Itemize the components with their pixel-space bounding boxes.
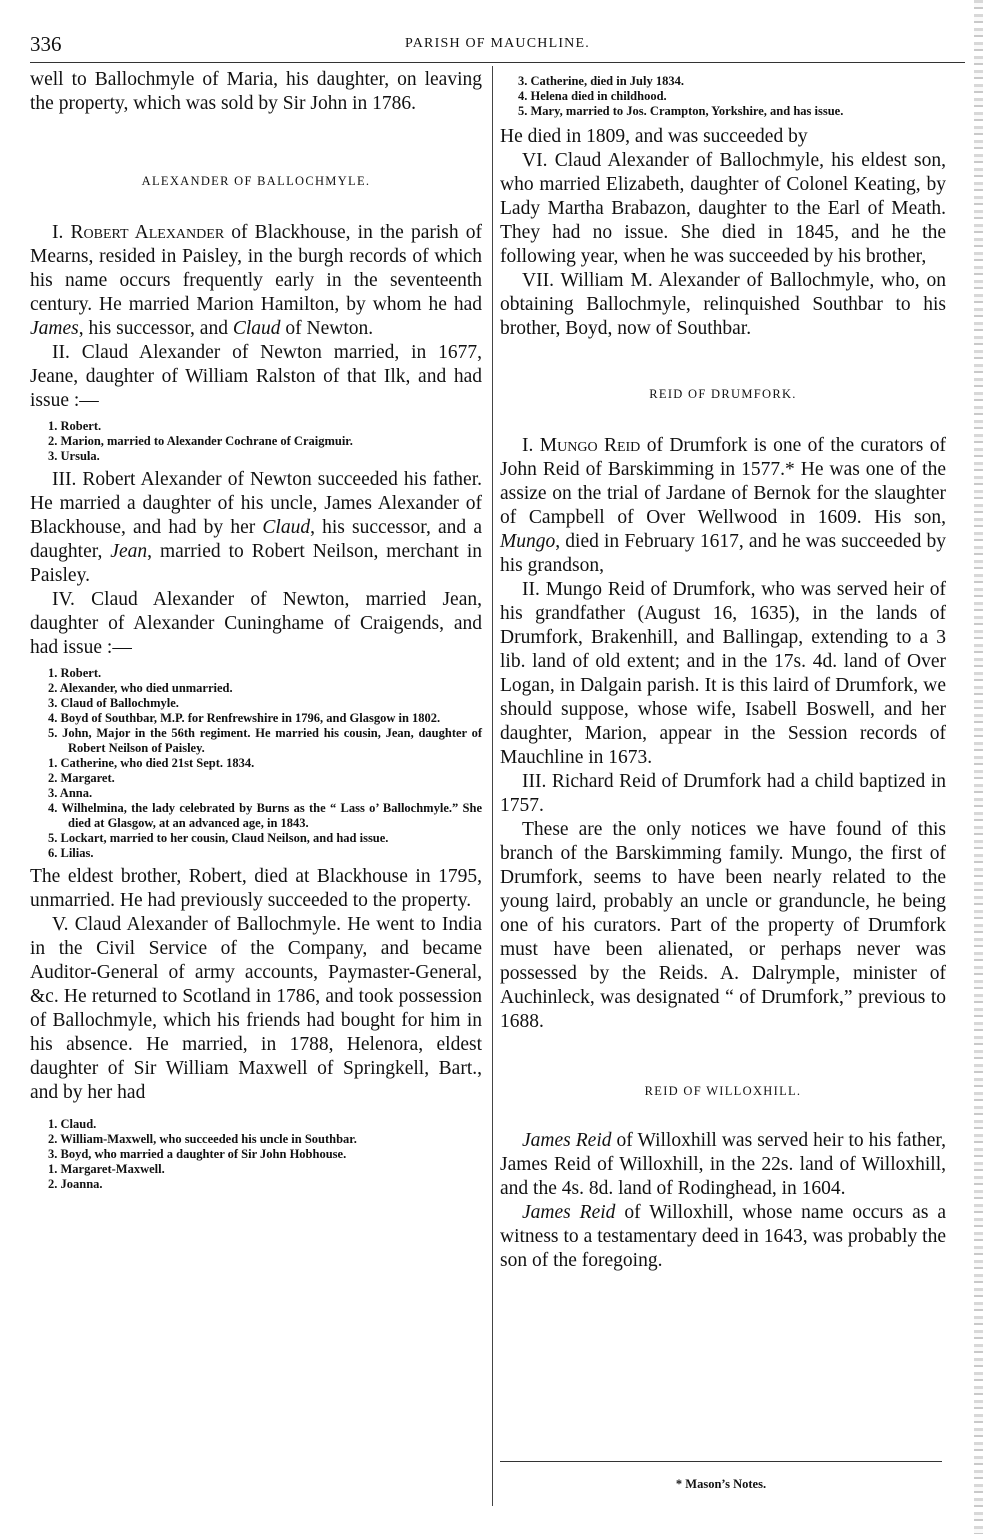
spacer bbox=[30, 116, 482, 174]
paragraph-died-1809: He died in 1809, and was succeeded by bbox=[500, 126, 808, 147]
text: of Blackhouse, in the parish of Mearns, resided in Paisley, in the burgh records of which his name occurs frequently early in the seventeenth century. He married Marion Hamilton, by whom he had bbox=[30, 222, 482, 315]
section-heading-willoxhill: REID OF WILLOXHILL. bbox=[644, 1084, 802, 1098]
issue-list-2 bbox=[30, 666, 482, 861]
paragraph-eldest-brother: The eldest brother, Robert, died at Blackhouse in 1795, unmarried. He had previously succeeded to the property. bbox=[30, 866, 482, 911]
list-item: 6. Lilias. bbox=[48, 846, 94, 860]
issue-list-1 bbox=[30, 419, 482, 464]
list-item: 5. Mary, married to Jos. Crampton, Yorkshire, and has issue. bbox=[518, 104, 844, 118]
italic-name: Jean bbox=[110, 541, 148, 562]
paragraph-notices: These are the only notices we have found of this branch of the Barskimming family. Mungo, the first of Drumfork, seems to have been nearly related to the young laird, probably an uncle or granduncle, he being one of his curators. Part of the property of Drumfork must have been alienated, or perhaps never was possessed by the Reids. A. Dalrymple, minister of Auchinleck, was designated “ of Drumfork,” previous to 1688. bbox=[500, 819, 946, 1032]
list-item: 1. Robert. bbox=[48, 666, 102, 680]
text: III. Robert Alexander of Newton succeeded his father. He married a daughter of his uncle, James Alexander of Blackhouse, and had by her bbox=[30, 469, 482, 538]
list-item: 1. Claud. bbox=[48, 1117, 97, 1131]
left-column bbox=[30, 68, 482, 1192]
running-head: PARISH OF MAUCHLINE. bbox=[405, 36, 590, 51]
list-item: 2. Joanna. bbox=[48, 1177, 103, 1191]
right-column bbox=[500, 68, 946, 1273]
text: of Drumfork is one of the curators of John Reid of Barskimming in 1577.* He was one of the assize on the trial of Jardane of Bernok for the slaughter of Campbell of Over Wellwood in 1609. His son, bbox=[500, 435, 946, 528]
paragraph-continuation: well to Ballochmyle of Maria, his daughter, on leaving the property, which was sold by Sir John in 1786. bbox=[30, 69, 482, 114]
section-heading-drumfork: REID OF DRUMFORK. bbox=[649, 387, 797, 401]
numeral: I. bbox=[522, 435, 534, 456]
list-item: 1. Margaret-Maxwell. bbox=[48, 1162, 165, 1176]
list-item: 2. William-Maxwell, who succeeded his uncle in Southbar. bbox=[48, 1132, 357, 1146]
paragraph-james-reid-1604 bbox=[500, 1129, 946, 1201]
paragraph-mungo-ii: II. Mungo Reid of Drumfork, who was served heir of his grandfather (August 16, 1635), in the lands of Drumfork, Brakenhill, and Ballingap, extending to a 3 lib. land of old extent; and in the 17s. 4d. land of Over Logan, in Dalgain parish. It is this laird of Drumfork, we should suppose, whose wife, Isabell Boswell, and her daughter, Marion, appear in the Session records of Mauchline in 1673. bbox=[500, 579, 946, 768]
list-item: 3. Claud of Ballochmyle. bbox=[48, 696, 179, 710]
paragraph-william-vii: VII. William M. Alexander of Ballochmyle, who, on obtaining Ballochmyle, relinquished Southbar to his brother, Boyd, now of Southbar. bbox=[500, 270, 946, 339]
list-item: 2. Marion, married to Alexander Cochrane of Craigmuir. bbox=[48, 434, 353, 448]
list-item: 3. Catherine, died in July 1834. bbox=[518, 74, 684, 88]
numeral: I. bbox=[52, 222, 64, 243]
list-item: 1. Catherine, who died 21st Sept. 1834. bbox=[48, 756, 255, 770]
column-divider bbox=[492, 66, 493, 1506]
list-item: 1. Robert. bbox=[48, 419, 102, 433]
list-item: 4. Helena died in childhood. bbox=[518, 89, 667, 103]
list-item: 3. Ursula. bbox=[48, 449, 100, 463]
scan-edge bbox=[974, 0, 983, 1534]
italic-name: James Reid bbox=[522, 1202, 616, 1223]
footnote-rule bbox=[500, 1461, 942, 1462]
list-item: 5. Lockart, married to her cousin, Claud Neilson, and had issue. bbox=[48, 831, 389, 845]
paragraph-claud-vi: VI. Claud Alexander of Ballochmyle, his eldest son, who married Elizabeth, daughter of Colonel Keating, by Lady Martha Brabazon, daughter to the Earl of Meath. They had no issue. She died in 1845, and he the following year, when he was succeeded by his brother, bbox=[500, 150, 946, 267]
issue-list-4 bbox=[500, 74, 946, 119]
list-item: 2. Alexander, who died unmarried. bbox=[48, 681, 233, 695]
italic-name: James Reid bbox=[522, 1130, 612, 1151]
list-item: 4. Boyd of Southbar, M.P. for Renfrewshire in 1796, and Glasgow in 1802. bbox=[48, 711, 441, 725]
header-rule bbox=[30, 62, 965, 63]
text: , his successor, and bbox=[78, 318, 233, 339]
paragraph-mungo-reid bbox=[500, 434, 946, 578]
text: of Willoxhill was served heir to his father, James Reid of Willoxhill, in the 22s. land of Willoxhill, and the 4s. 8d. land of Rodinghead, in 1604. bbox=[500, 1130, 946, 1199]
paragraph-claud-1677: II. Claud Alexander of Newton married, in 1677, Jeane, daughter of William Ralston of that Ilk, and had issue :— bbox=[30, 342, 482, 411]
paragraph-robert-alexander bbox=[30, 221, 482, 341]
list-item: 5. John, Major in the 56th regiment. He married his cousin, Jean, daughter of Robert Neilson of Paisley. bbox=[48, 726, 482, 755]
paragraph-james-reid-1643 bbox=[500, 1201, 946, 1273]
paragraph-richard-iii: III. Richard Reid of Drumfork had a child baptized in 1757. bbox=[500, 771, 946, 816]
list-item: 3. Anna. bbox=[48, 786, 93, 800]
person-name: Mungo Reid bbox=[539, 435, 641, 456]
paragraph-robert-newton bbox=[30, 468, 482, 588]
text: , died in February 1617, and he was succeeded by his grandson, bbox=[500, 531, 946, 576]
list-item: 4. Wilhelmina, the lady celebrated by Burns as the “ Lass o’ Ballochmyle.” She died at Glasgow, at an advanced age, in 1843. bbox=[48, 801, 482, 830]
italic-name: Mungo bbox=[500, 531, 556, 552]
list-item: 3. Boyd, who married a daughter of Sir John Hobhouse. bbox=[48, 1147, 347, 1161]
page-header bbox=[30, 32, 965, 58]
text: , his successor, and a daughter, bbox=[30, 517, 482, 562]
issue-list-3 bbox=[30, 1117, 482, 1192]
text: of Newton. bbox=[280, 318, 374, 339]
text: , married to Robert Neilson, merchant in Paisley. bbox=[30, 541, 482, 586]
page-number: 336 bbox=[30, 32, 62, 56]
person-name: Robert Alexander bbox=[70, 222, 225, 243]
footnote: * Mason’s Notes. bbox=[675, 1477, 767, 1491]
italic-name: James bbox=[30, 318, 79, 339]
section-heading-alexander: ALEXANDER OF BALLOCHMYLE. bbox=[141, 174, 371, 188]
italic-name: Claud bbox=[232, 318, 281, 339]
text: of Willoxhill, whose name occurs as a witness to a testamentary deed in 1643, was probably the son of the foregoing. bbox=[500, 1202, 947, 1271]
paragraph-claud-newton: IV. Claud Alexander of Newton, married Jean, daughter of Alexander Cuninghame of Craigends, and had issue :— bbox=[30, 589, 482, 658]
italic-name: Claud bbox=[262, 517, 311, 538]
paragraph-claud-ballochmyle: V. Claud Alexander of Ballochmyle. He went to India in the Civil Service of the Company, and became Auditor-General of army accounts, Paymaster-General, &c. He returned to Scotland in 1786, and took possession of Ballochmyle, which his friends had bought for him in his absence. He married, in 1788, Helenora, eldest daughter of Sir William Maxwell of Springkell, Bart., and by her had bbox=[30, 914, 482, 1103]
list-item: 2. Margaret. bbox=[48, 771, 115, 785]
